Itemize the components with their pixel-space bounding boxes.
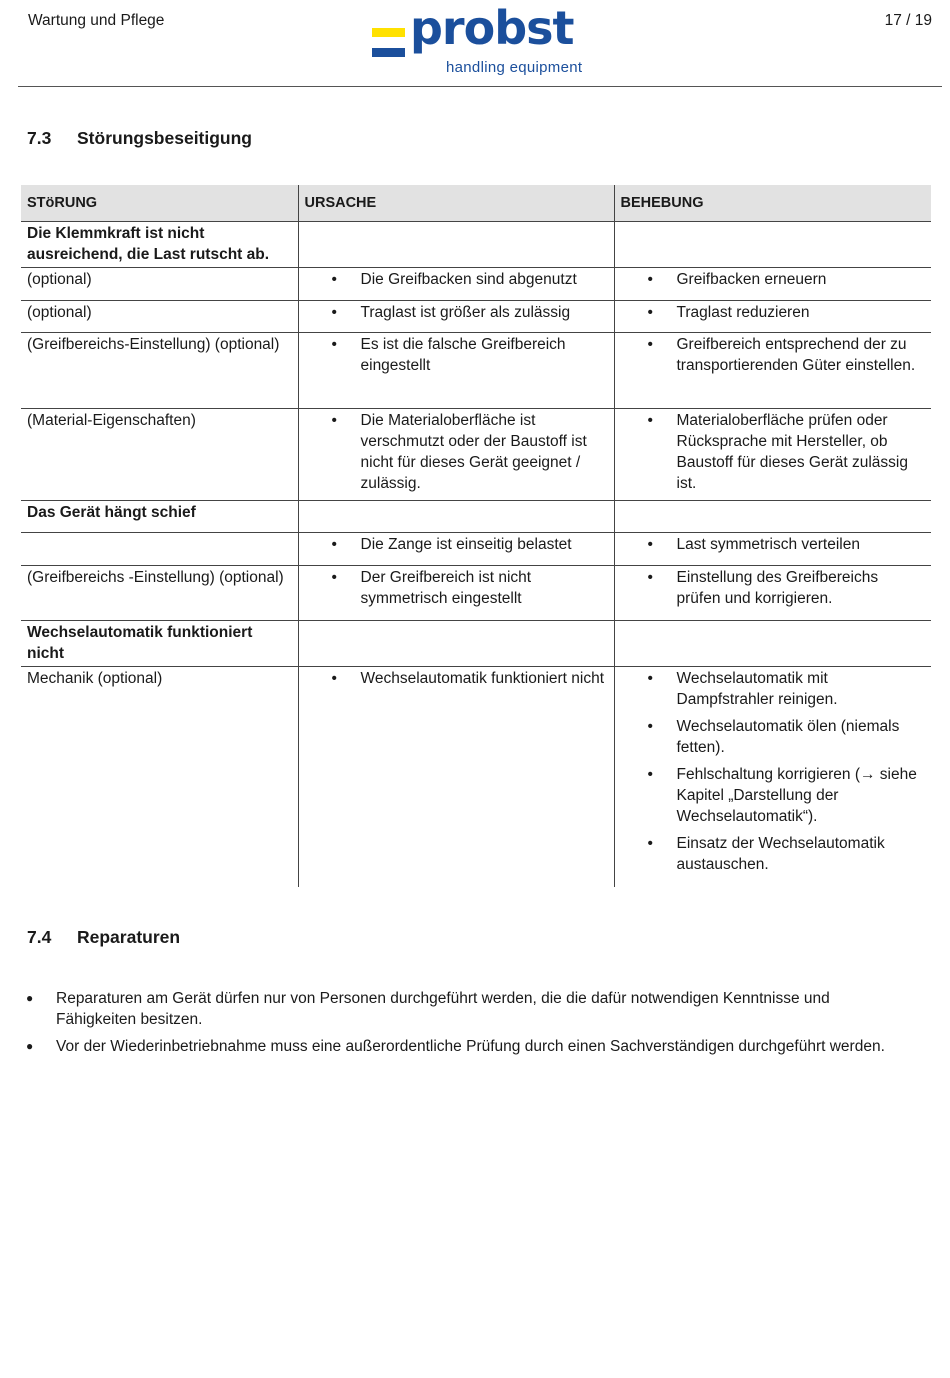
table-row	[21, 409, 931, 501]
ursache-item: • Traglast ist größer als zulässig	[299, 302, 608, 323]
repairs-list-item: ● Vor der Wiederinbetriebnahme muss eine außerordentliche Prüfung durch einen Sachverständigen durchgeführt werden.	[26, 1036, 906, 1057]
logo-wordmark: probst	[410, 1, 574, 55]
ursache-item: • Die Zange ist einseitig belastet	[299, 534, 608, 555]
ursache-list	[299, 334, 608, 376]
cell-ursache	[298, 566, 614, 621]
ursache-item: • Die Materialoberfläche ist verschmutzt oder der Baustoff ist nicht für dieses Gerät geeignet / zulässig.	[299, 410, 608, 494]
table-row	[21, 566, 931, 621]
behebung-item: • Last symmetrisch verteilen	[615, 534, 926, 555]
cell-behebung	[614, 268, 931, 301]
behebung-item: • Einsatz der Wechselautomatik austauschen.	[615, 833, 926, 875]
cell-ursache	[298, 533, 614, 566]
behebung-list	[615, 668, 926, 875]
cell-ursache	[298, 222, 614, 268]
cell-stoerung: (Material-Eigenschaften)	[21, 409, 298, 501]
ursache-item: • Der Greifbereich ist nicht symmetrisch eingestellt	[299, 567, 608, 609]
table-row	[21, 268, 931, 301]
cell-ursache	[298, 501, 614, 533]
ursache-list	[299, 410, 608, 494]
behebung-item: • Traglast reduzieren	[615, 302, 926, 323]
behebung-list	[615, 410, 926, 494]
column-header-ursache: URSACHE	[298, 185, 614, 222]
cell-ursache	[298, 333, 614, 409]
section-heading-7-4	[27, 927, 180, 948]
section-heading-7-3	[27, 128, 252, 149]
cell-stoerung: (Greifbereichs -Einstellung) (optional)	[21, 566, 298, 621]
section-number: 7.4	[27, 927, 52, 947]
table-row	[21, 333, 931, 409]
table-group-row	[21, 222, 931, 268]
cell-stoerung: Das Gerät hängt schief	[21, 501, 298, 533]
cell-behebung	[614, 333, 931, 409]
behebung-item: • Fehlschaltung korrigieren (→ siehe Kapitel „Darstellung der Wechselautomatik“).	[615, 764, 926, 827]
table-row	[21, 667, 931, 887]
table-row	[21, 533, 931, 566]
table-group-row	[21, 501, 931, 533]
ursache-item: • Es ist die falsche Greifbereich eingestellt	[299, 334, 608, 376]
ursache-list	[299, 567, 608, 609]
cell-ursache	[298, 621, 614, 667]
cell-behebung	[614, 301, 931, 333]
cell-ursache	[298, 301, 614, 333]
behebung-list	[615, 534, 926, 555]
section-number: 7.3	[27, 128, 52, 148]
cell-stoerung: (Greifbereichs-Einstellung) (optional)	[21, 333, 298, 409]
ursache-item: • Die Greifbacken sind abgenutzt	[299, 269, 608, 290]
cell-stoerung: Die Klemmkraft ist nicht ausreichend, die Last rutscht ab.	[21, 222, 298, 268]
cell-behebung	[614, 667, 931, 887]
ursache-list	[299, 269, 608, 290]
repairs-list-item: ● Reparaturen am Gerät dürfen nur von Personen durchgeführt werden, die die dafür notwendigen Kenntnisse und Fähigkeiten besitzen.	[26, 988, 906, 1030]
table-body	[21, 222, 931, 887]
header-divider	[18, 86, 942, 87]
cell-stoerung	[21, 533, 298, 566]
table-group-row	[21, 621, 931, 667]
cell-behebung	[614, 409, 931, 501]
column-header-stoerung: STöRUNG	[21, 185, 298, 222]
ursache-item: • Wechselautomatik funktioniert nicht	[299, 668, 608, 689]
cell-ursache	[298, 667, 614, 887]
behebung-item: • Wechselautomatik ölen (niemals fetten).	[615, 716, 926, 758]
behebung-list	[615, 302, 926, 323]
behebung-list	[615, 334, 926, 376]
cell-ursache	[298, 268, 614, 301]
behebung-item: • Wechselautomatik mit Dampfstrahler reinigen.	[615, 668, 926, 710]
logo-yellow-bar	[372, 28, 405, 37]
table-row	[21, 301, 931, 333]
header-section-title: Wartung und Pflege	[28, 12, 165, 29]
cell-ursache	[298, 409, 614, 501]
behebung-item: • Greifbacken erneuern	[615, 269, 926, 290]
behebung-list	[615, 269, 926, 290]
cell-behebung	[614, 501, 931, 533]
page-number: 17 / 19	[884, 12, 932, 29]
behebung-item: • Einstellung des Greifbereichs prüfen und korrigieren.	[615, 567, 926, 609]
cell-behebung	[614, 566, 931, 621]
behebung-item: • Materialoberfläche prüfen oder Rücksprache mit Hersteller, ob Baustoff für dieses Gerät zulässig ist.	[615, 410, 926, 494]
behebung-item: • Greifbereich entsprechend der zu transportierenden Güter einstellen.	[615, 334, 926, 376]
table-header-row	[21, 185, 931, 222]
cell-stoerung: Mechanik (optional)	[27, 670, 163, 687]
logo-tagline: handling equipment	[446, 59, 583, 76]
cell-behebung	[614, 533, 931, 566]
ursache-list	[299, 534, 608, 555]
cell-stoerung: (optional)	[21, 268, 298, 301]
ursache-list	[299, 668, 608, 689]
cell-behebung	[614, 621, 931, 667]
ursache-list	[299, 302, 608, 323]
section-title: Störungsbeseitigung	[77, 128, 252, 148]
column-header-behebung: BEHEBUNG	[614, 185, 931, 222]
cell-behebung	[614, 222, 931, 268]
repairs-list	[26, 988, 906, 1063]
logo-blue-bar	[372, 48, 405, 57]
probst-logo	[372, 1, 604, 80]
behebung-list	[615, 567, 926, 609]
cell-stoerung: Wechselautomatik funktioniert nicht	[21, 621, 298, 667]
troubleshooting-table	[21, 185, 931, 887]
cell-stoerung: (optional)	[21, 301, 298, 333]
section-title: Reparaturen	[77, 927, 181, 947]
